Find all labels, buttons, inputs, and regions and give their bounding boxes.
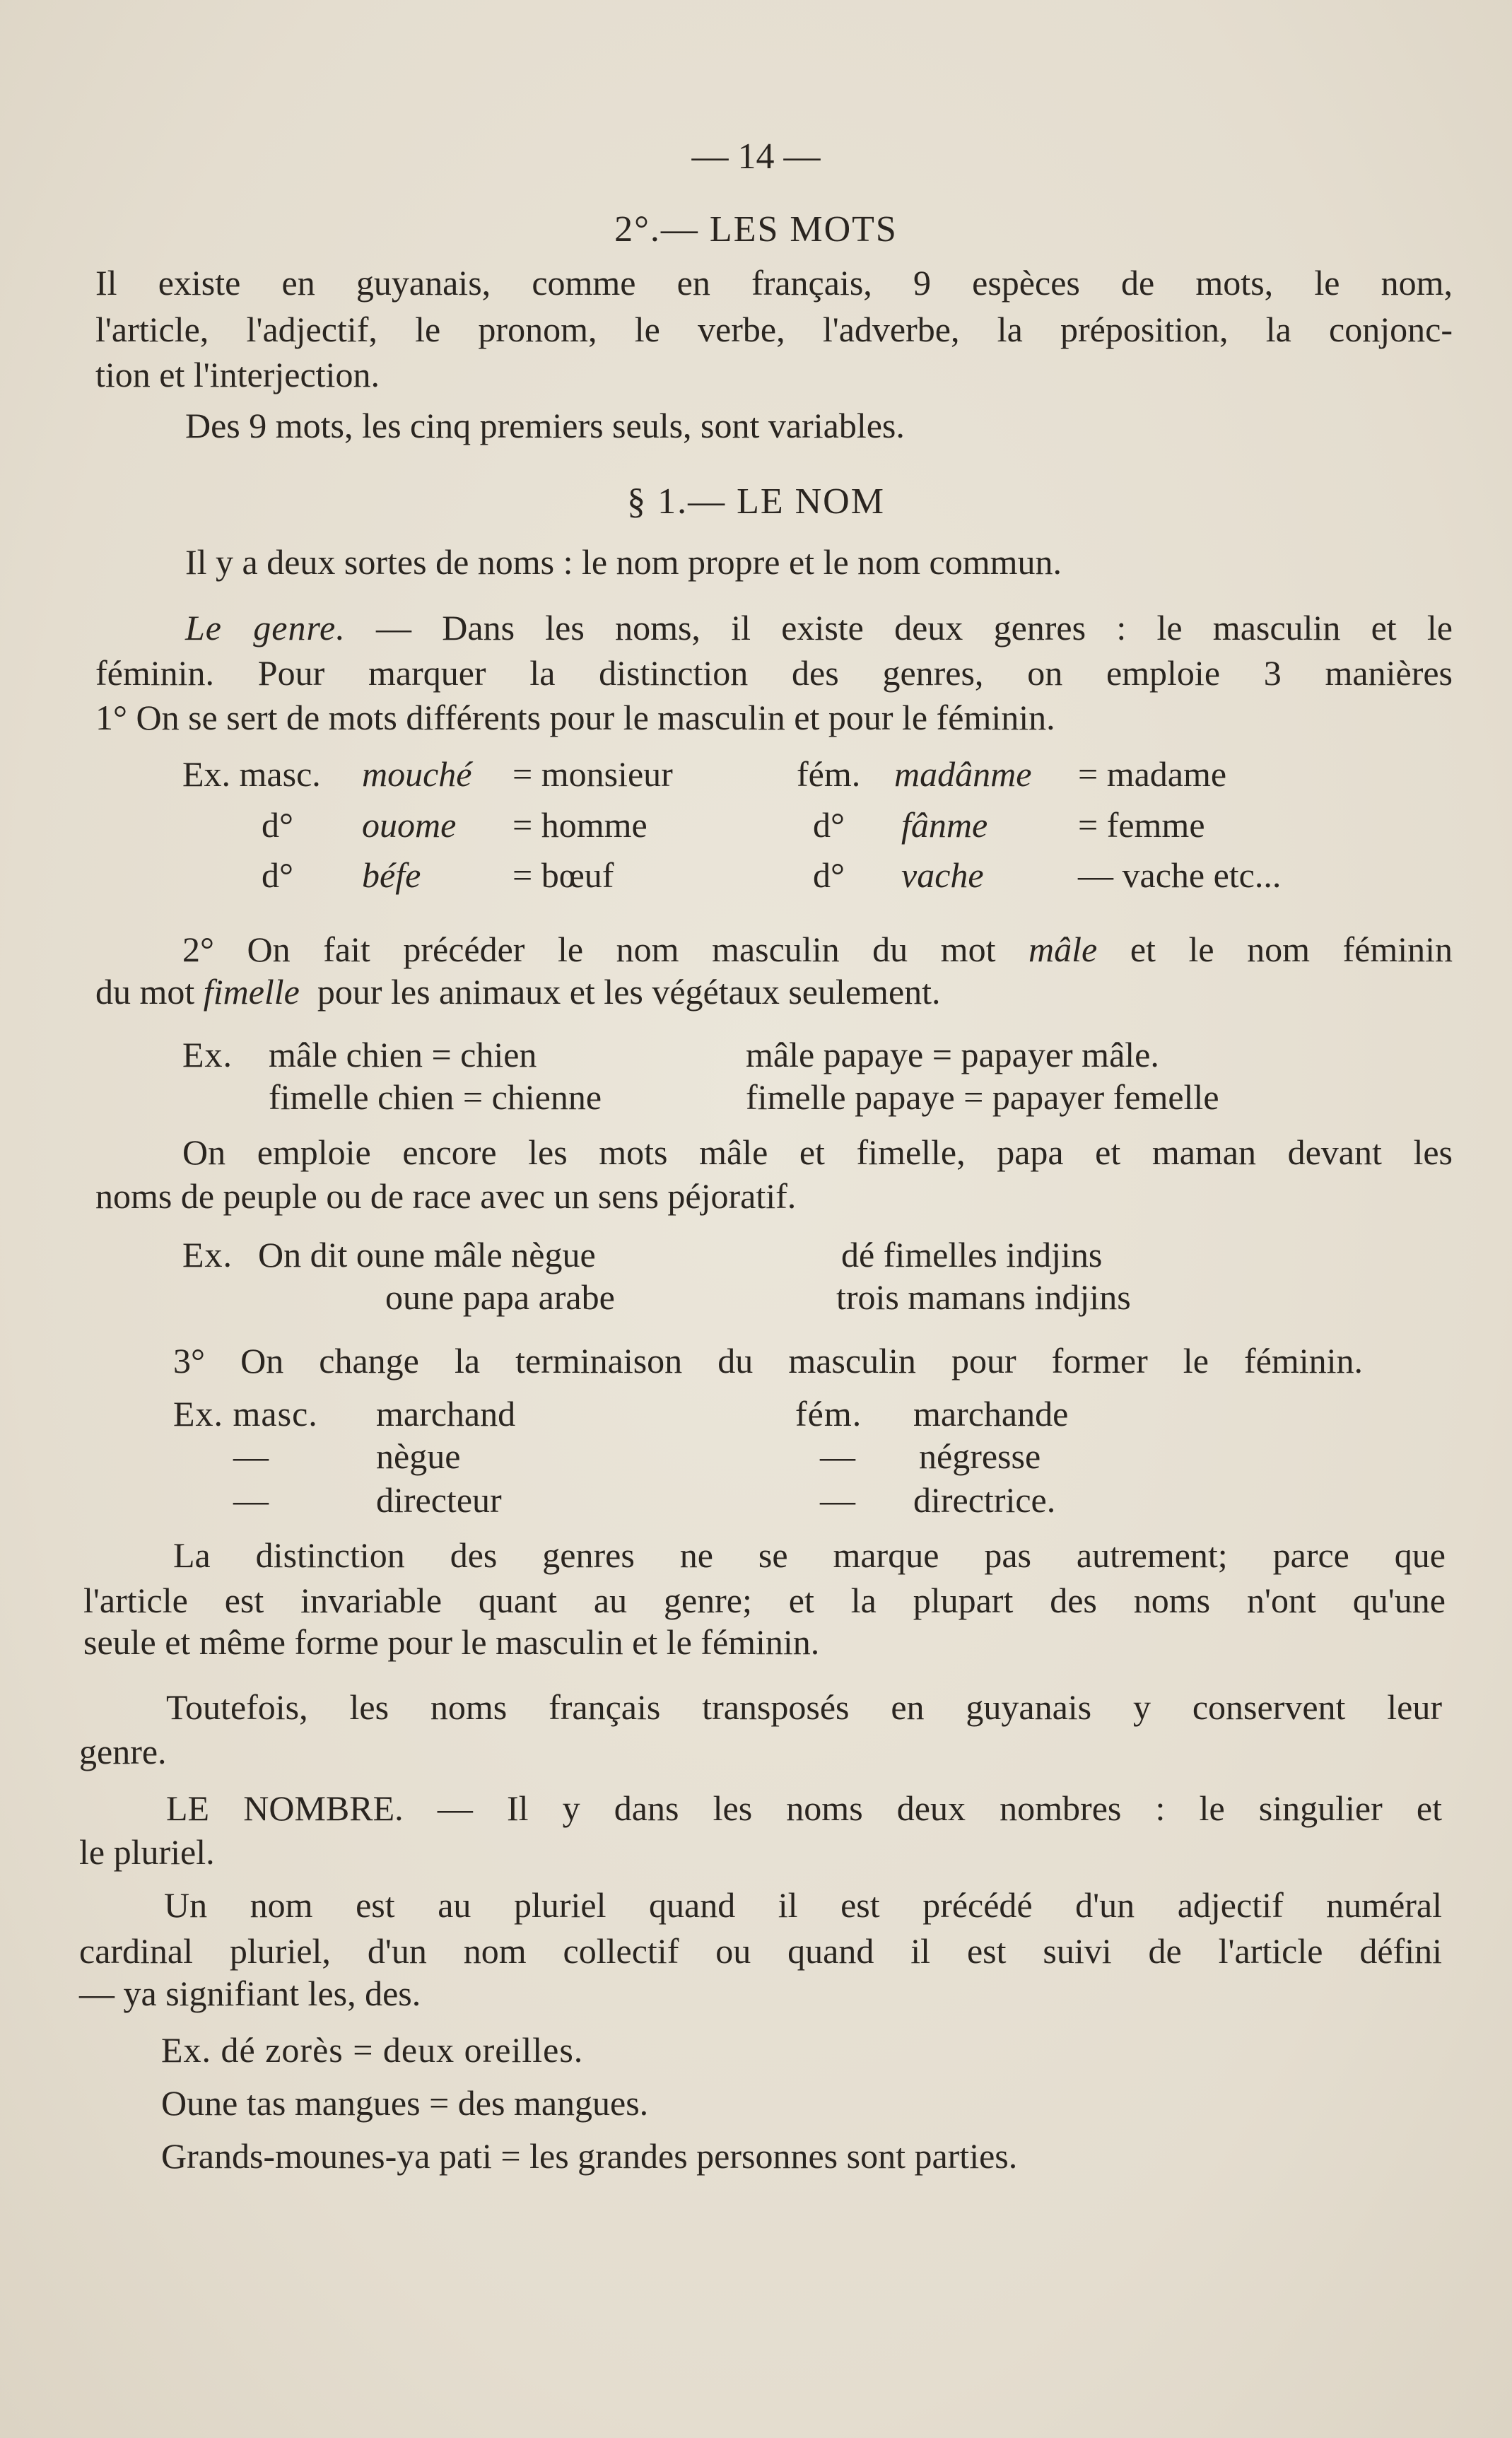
t1-r2-c5: fânme [901,805,988,845]
ex3-r1-c2: On dit oune mâle nègue [258,1235,596,1274]
nombre-label: LE NOMBRE. [166,1788,404,1828]
genre-label: Le genre. [185,608,346,647]
t1-r3-c2: béfe [362,855,421,895]
t1-r3-c1: d° [262,855,293,895]
t1-r1-c4: fém. [797,754,861,794]
rule2-line-1 [182,928,1453,971]
t3-r2-c2: nègue [376,1436,461,1476]
t1-r1-c1: Ex. masc. [182,754,321,794]
rule2b-line-2: noms de peuple ou de race avec un sens péjoratif. [95,1176,797,1216]
nombre-line-2: le pluriel. [79,1832,215,1872]
t1-r1-c2: mouché [362,754,472,794]
t1-r1-c6: = madame [1078,754,1227,794]
subsection-title: § 1.— LE NOM [627,481,885,522]
genre-line-1 [185,606,1453,649]
t1-r3-c3: = bœuf [512,855,614,895]
ex2-r1-c3: mâle papaye = papayer mâle. [746,1035,1159,1074]
t1-r2-c3: = homme [512,805,647,845]
rule2-l2-italic: fimelle [203,972,300,1012]
ex3-r1-c3: dé fimelles indjins [841,1235,1103,1274]
pluriel-line-1: Un nom est au pluriel quand il est précédé d'un adjectif numéral [164,1885,1442,1925]
toutefois-line-2: genre. [79,1732,167,1771]
t1-r3-c4: d° [813,855,845,895]
intro-line-1: Il existe en guyanais, comme en français, 9 espèces de mots, le nom, [95,263,1453,303]
t3-r3-c3: — [820,1480,855,1520]
rule2b-line-1: On emploie encore les mots mâle et fimelle, papa et maman devant les [182,1132,1453,1172]
distinction-line-1: La distinction des genres ne se marque pas autrement; parce que [173,1535,1446,1575]
rule2-l2-b: pour les animaux et les végétaux seulement. [317,972,941,1012]
ex3-r1-c1: Ex. [182,1235,233,1274]
rule3: 3° On change la terminaison du masculin pour former le féminin. [173,1341,1363,1381]
example-2: Oune tas mangues = des mangues. [161,2083,649,2123]
intro-paragraph-2: Des 9 mots, les cinq premiers seuls, sont variables. [185,406,905,445]
t3-r3-c2: directeur [376,1480,502,1520]
rule2-l1-italic: mâle [1028,930,1098,969]
t3-r3-c1: — [233,1480,269,1520]
rule2-l1-a: 2° On fait précéder le nom masculin du mot [182,930,996,969]
section-title: 2°.— LES MOTS [614,209,898,250]
genre-line-1-text: — Dans les noms, il existe deux genres : le masculin et le [376,608,1453,647]
distinction-line-3: seule et même forme pour le masculin et le féminin. [83,1622,820,1662]
nom-intro: Il y a deux sortes de noms : le nom propre et le nom commun. [185,542,1062,582]
t3-r2-c1: — [233,1436,269,1476]
t1-r3-c5: vache [901,855,984,895]
page-number: — 14 — [691,136,821,177]
ex2-r1-c1: Ex. [182,1035,233,1074]
t3-r2-c4: négresse [919,1436,1041,1476]
ex3-r2-c2: oune papa arabe [385,1277,615,1317]
distinction-line-2: l'article est invariable quant au genre; et la plupart des noms n'ont qu'une [83,1581,1446,1620]
nombre-line-1-text: — Il y dans les noms deux nombres : le singulier et [437,1788,1442,1828]
rule2-line-2 [95,971,941,1013]
intro-line-2: l'article, l'adjectif, le pronom, le verbe, l'adverbe, la préposition, la conjonc- [95,310,1453,349]
example-3: Grands-mounes-ya pati = les grandes personnes sont parties. [161,2136,1018,2176]
t1-r1-c5: madânme [894,754,1032,794]
toutefois-line-1: Toutefois, les noms français transposés en guyanais y conservent leur [166,1687,1442,1727]
t3-r1-c2: marchand [376,1394,516,1434]
pluriel-line-2: cardinal pluriel, d'un nom collectif ou quand il est suivi de l'article défini [79,1931,1442,1971]
ex2-r1-c2: mâle chien = chien [269,1035,537,1074]
t3-r1-c1: Ex. masc. [173,1394,318,1434]
genre-line-2: féminin. Pour marquer la distinction des genres, on emploie 3 manières [95,653,1453,693]
nombre-line-1 [166,1787,1442,1829]
t1-r2-c4: d° [813,805,845,845]
intro-line-3: tion et l'interjection. [95,355,380,394]
rule2-l2-a: du mot [95,972,195,1012]
t3-r3-c4: directrice. [913,1480,1056,1520]
t1-r3-c6: — vache etc... [1078,855,1282,895]
rule2-l1-b: et le nom féminin [1130,930,1453,969]
t1-r1-c3: = monsieur [512,754,673,794]
pluriel-line-3: — ya signifiant les, des. [79,1974,421,2013]
ex2-r2-c3: fimelle papaye = papayer femelle [746,1077,1219,1117]
example-1: Ex. dé zorès = deux oreilles. [161,2030,584,2070]
t1-r2-c1: d° [262,805,293,845]
t3-r2-c3: — [820,1436,855,1476]
t1-r2-c6: = femme [1078,805,1205,845]
ex3-r2-c3: trois mamans indjins [836,1277,1131,1317]
t3-r1-c3: fém. [795,1394,862,1434]
t3-r1-c4: marchande [913,1394,1069,1434]
t1-r2-c2: ouome [362,805,457,845]
ex2-r2-c2: fimelle chien = chienne [269,1077,602,1117]
genre-line-3: 1° On se sert de mots différents pour le masculin et pour le féminin. [95,698,1055,737]
